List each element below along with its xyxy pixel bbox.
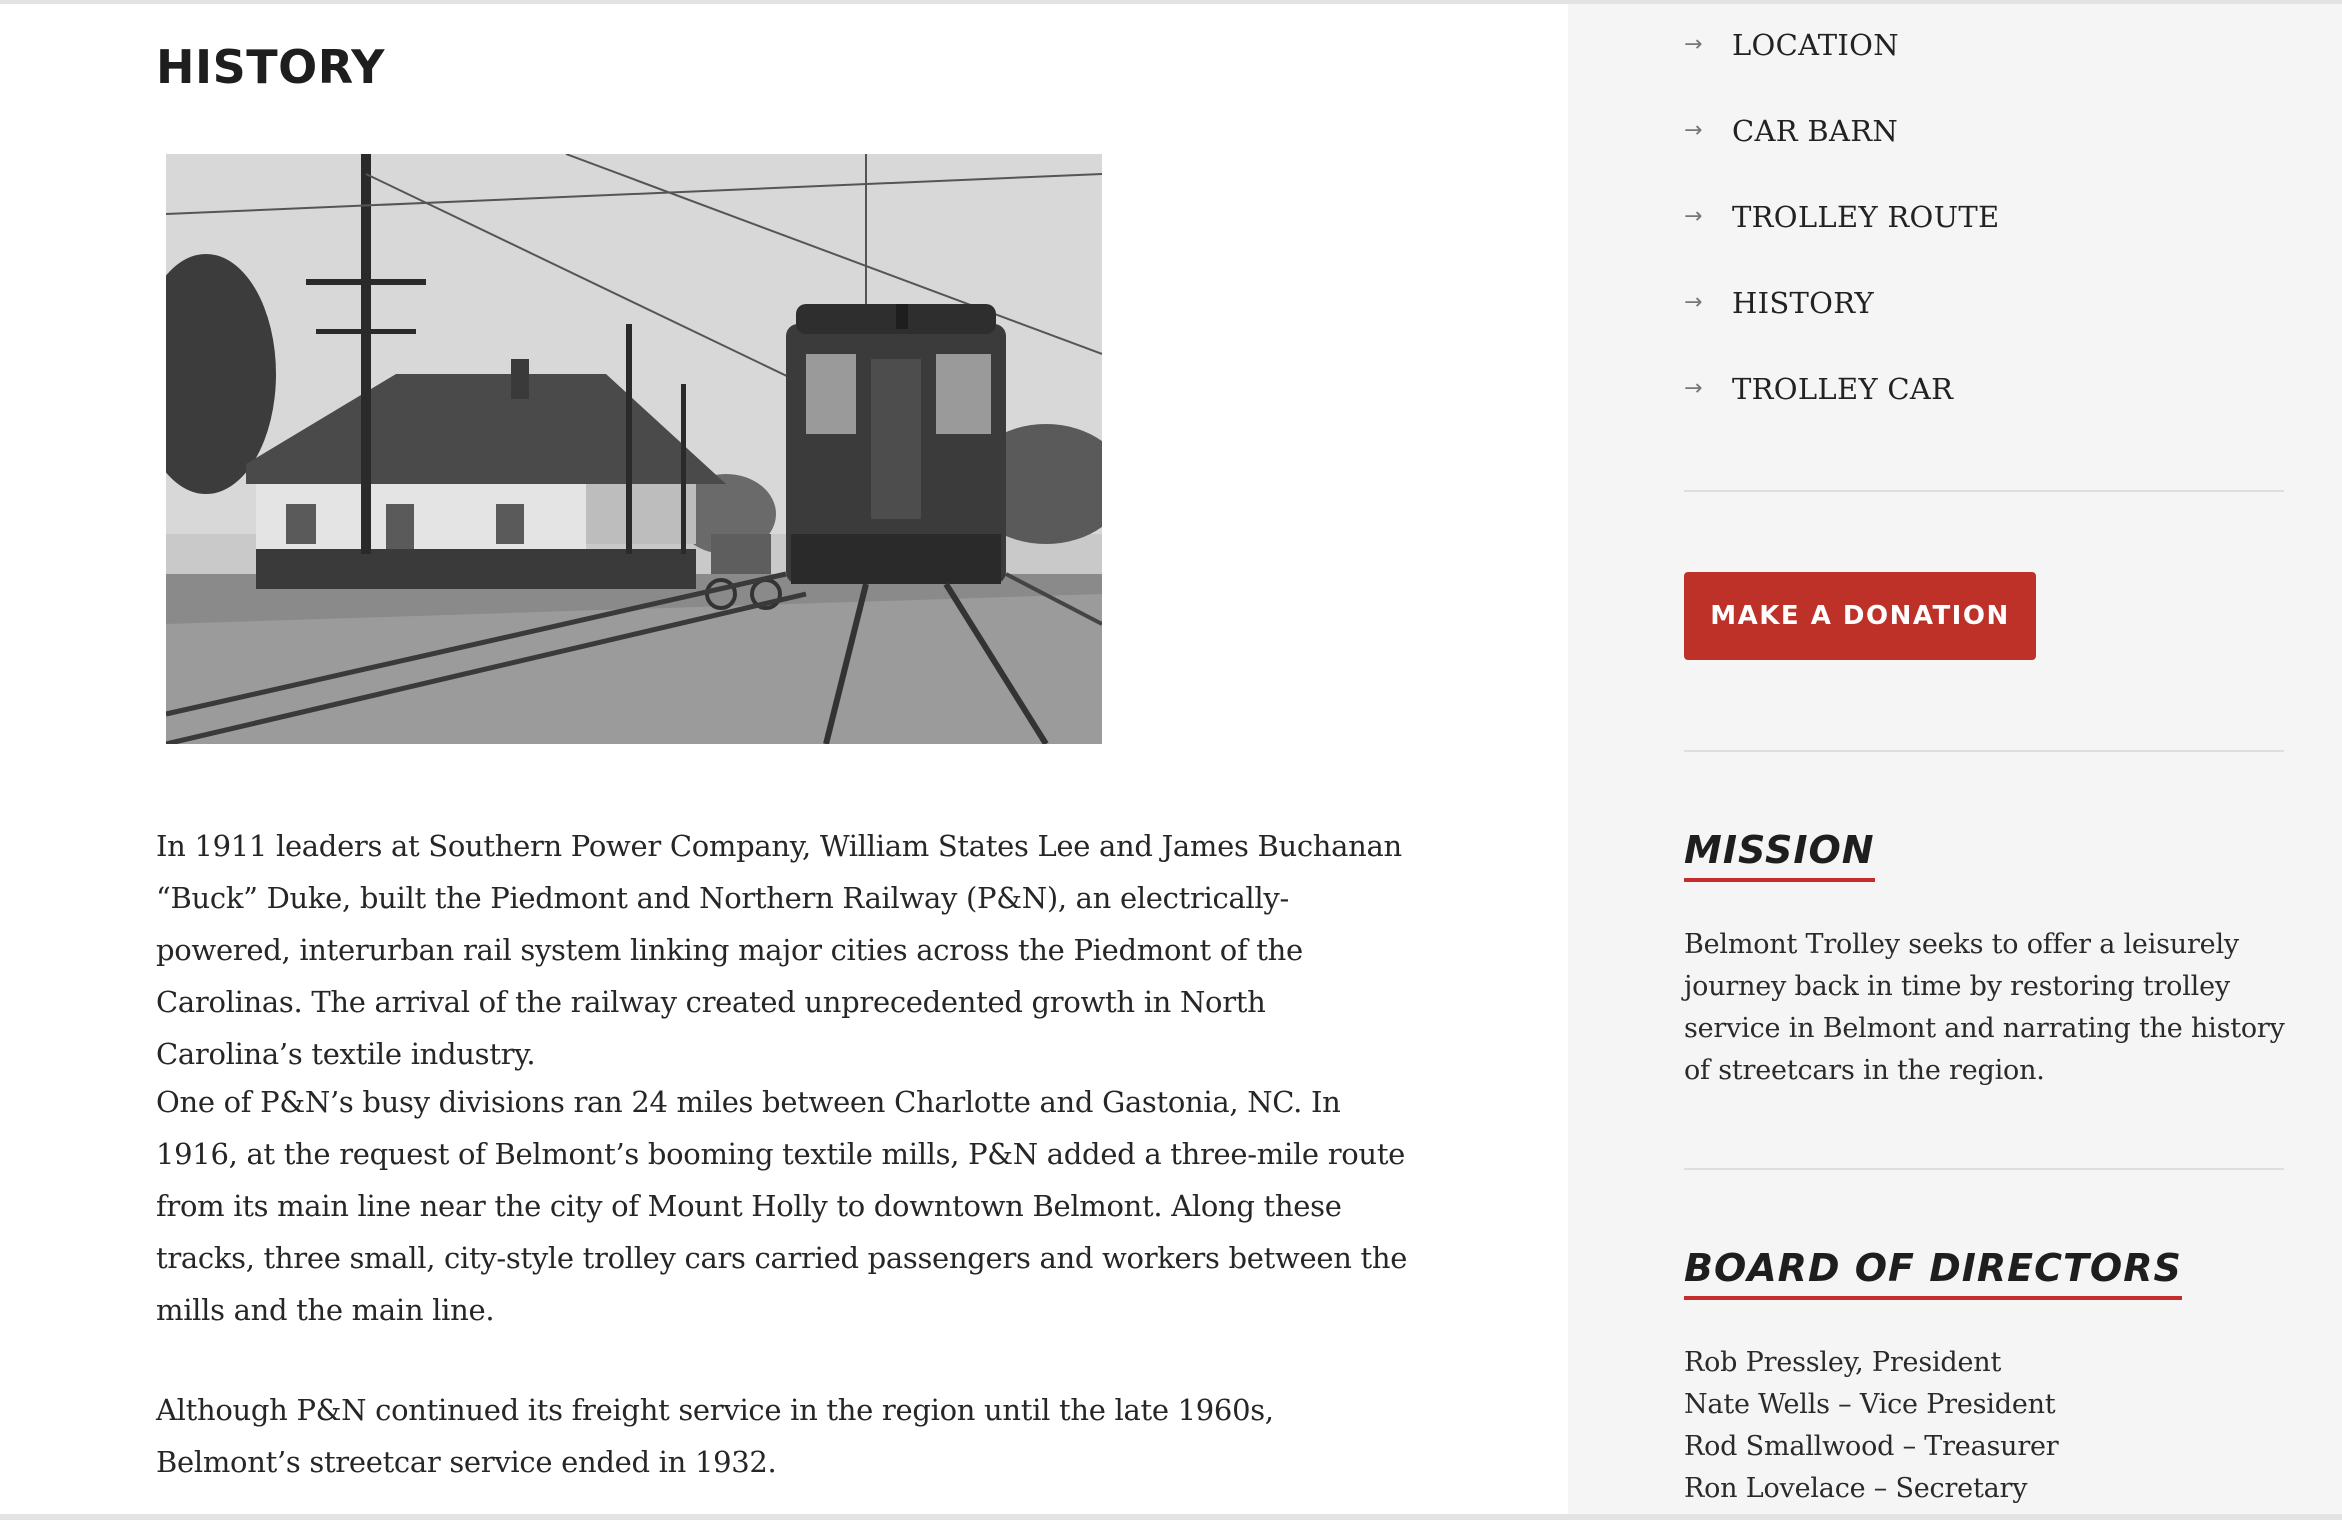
sidebar-item-label: TROLLEY CAR xyxy=(1732,372,1954,406)
sidebar-item-label: CAR BARN xyxy=(1732,114,1899,148)
board-member: Rod Smallwood – Treasurer xyxy=(1684,1431,2059,1462)
sidebar-divider xyxy=(1684,750,2284,752)
mission-text: Belmont Trolley seeks to offer a leisurely journey back in time by restoring trolley service in Belmont and narrating the history of streetcars in the region. xyxy=(1684,929,2285,1086)
sidebar-item-label: HISTORY xyxy=(1732,286,1874,320)
arrow-right-icon: → xyxy=(1684,290,1703,315)
board-member: Ron Lovelace – Secretary xyxy=(1684,1473,2028,1504)
arrow-right-icon: → xyxy=(1684,118,1703,143)
historic-trolley-photo xyxy=(166,154,1102,744)
make-donation-button[interactable]: MAKE A DONATION xyxy=(1684,572,2036,660)
arrow-right-icon: → xyxy=(1684,32,1703,57)
sidebar-divider xyxy=(1684,490,2284,492)
sidebar-item-trolley-route[interactable] xyxy=(1684,200,1999,286)
board-heading: BOARD OF DIRECTORS xyxy=(1684,1246,2182,1300)
board-member: Rob Pressley, President xyxy=(1684,1347,2002,1378)
sidebar-item-trolley-car[interactable] xyxy=(1684,372,1999,458)
history-paragraph: One of P&N’s busy divisions ran 24 miles between Charlotte and Gastonia, NC. In 1916, at the request of Belmont’s booming textile mills, P&N added a three-mile route from its main line near the city of Mount Holly to downtown Belmont. Along these tracks, three small, city-style trolley cars carried passengers and workers between the mills and the main line. xyxy=(156,1085,1408,1327)
sidebar-item-car-barn[interactable] xyxy=(1684,114,1999,200)
sidebar-divider xyxy=(1684,1168,2284,1170)
history-paragraph: In 1911 leaders at Southern Power Company, William States Lee and James Buchanan “Buck” Duke, built the Piedmont and Northern Railway (P&N), an electrically-powered, interurban rail system linking major cities across the Piedmont of the Carolinas. The arrival of the railway created unprecedented growth in North Carolina’s textile industry. xyxy=(156,829,1402,1071)
sidebar-item-label: TROLLEY ROUTE xyxy=(1732,200,2000,234)
board-member: Nate Wells – Vice President xyxy=(1684,1389,2056,1420)
arrow-right-icon: → xyxy=(1684,376,1703,401)
sidebar-item-history[interactable] xyxy=(1684,286,1999,372)
sidebar-item-label: LOCATION xyxy=(1732,28,1899,62)
mission-heading: MISSION xyxy=(1684,828,1875,882)
bottom-border xyxy=(0,1514,2342,1520)
history-paragraph: Although P&N continued its freight service in the region until the late 1960s, Belmont’s streetcar service ended in 1932. xyxy=(156,1393,1274,1479)
sidebar-item-location[interactable] xyxy=(1684,28,1999,114)
arrow-right-icon: → xyxy=(1684,204,1703,229)
sidebar-nav xyxy=(1684,28,1999,458)
main-content xyxy=(0,4,1568,1514)
sidebar xyxy=(1568,4,2342,1514)
page-title: HISTORY xyxy=(156,40,385,94)
board-member-list xyxy=(1684,1342,2059,1510)
